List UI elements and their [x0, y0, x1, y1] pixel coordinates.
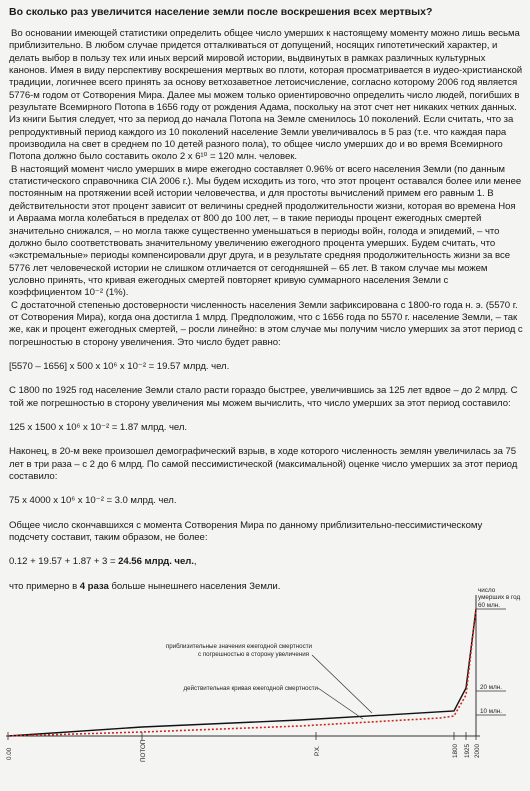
- legend-lower: действительная кривая ежегодной смертности: [183, 685, 318, 692]
- conclusion-suffix: больше нынешнего населения Земли.: [108, 580, 281, 592]
- actual-curve: [8, 609, 476, 736]
- total-value: 24.56 млрд. чел.: [118, 556, 194, 568]
- y-label-20: 20 млн.: [480, 684, 502, 691]
- estimate-curve: [8, 609, 476, 736]
- x-label-zero: 0.00: [6, 747, 13, 760]
- page-title: Во сколько раз увеличится население земли после воскрешения всех мертвых?: [9, 6, 433, 18]
- paragraph-mortality: В настоящий момент число умерших в мире ежегодно составляет 0.96% от всего населения Земли (по данным статистического справочника CIA 2006 г.). Мы будем исходить из того, что этот процент оставался более или менее постоянным на протяжении всей истории человечества, и для простоты вычислений примем его равным 1. В действительности этот процент зависит от величины средней продолжительности жизни, которая во времена Ноя и Авраама могла колебаться в пределах от 800 до 100 лет, – в такие периоды процент ежегодных смертей значительно снижался, – но могла также существенно уменьшаться в периоды войн, голода и эпидемий, – что должно было соответствовать значительному увеличению ежегодного процента умерших. Будем считать, что «экстремальные» периоды компенсировали друг друга, и в результате средняя продолжительность жизни за все 5776 лет человеческой истории не слишком отличается от сегодняшней – 65 лет. В таком случае мы можем условно принять, что кривая ежегодных смертей повторяет кривую суммарного населения Земли с коэффициентом 10⁻² (1%).: [9, 163, 522, 299]
- total-prefix: 0.12 + 19.57 + 1.87 + 3 =: [9, 556, 119, 568]
- x-label-flood: ПОТОП: [140, 739, 147, 762]
- paragraph-20th-century: Наконец, в 20-м веке произошел демографический взрыв, в ходе которого численность землян увеличилась за 75 лет в три раза – с 2 до 6 млрд. По самой пессимистической (максимальной) оценке число умерших за этот период составило:: [9, 446, 518, 482]
- y-title-line1: число: [478, 587, 496, 594]
- legend-upper-line2: с погрешностью в сторону увеличения: [198, 651, 309, 658]
- x-label-1800: 1800: [452, 743, 459, 758]
- formula-first-period: [5570 – 1656] х 500 х 10⁶ х 10⁻² = 19.57 млрд. чел.: [9, 360, 230, 372]
- conclusion-ratio: 4 раза: [79, 580, 109, 592]
- x-label-1925: 1925: [464, 743, 471, 758]
- legend-upper-line1: приблизительные значения ежегодной смертности: [165, 643, 312, 650]
- paragraph-total-intro: Общее число скончавшихся с момента Сотворения Мира по данному приблизительно-пессимистическому подсчету составит, таким образом, не более:: [9, 519, 483, 544]
- total-suffix: ,: [193, 556, 197, 568]
- y-label-60: 60 млн.: [478, 602, 500, 609]
- x-label-2000: 2000: [474, 743, 481, 758]
- paragraph-population: С достаточной степенью достоверности численность населения Земли зафиксирована с 1800-го года н. э. (5570 г. от Сотворения Мира), когда она достигла 1 млрд. Предположим, что с 1656 года по 5570 г. население Земли, – так же, как и процент ежегодных смертей, – росли линейно: в этом случае мы получим число умерших за этот период с погрешностью в сторону увеличения. Это число будет равно:: [9, 299, 523, 348]
- formula-second-period: 125 х 1500 х 10⁶ х 10⁻² = 1.87 млрд. чел.: [9, 421, 188, 433]
- paragraph-intro: Во основании имеющей статистики определить общее число умерших к настоящему моменту можно лишь весьма приблизительно. В любом случае придется отталкиваться от допущений, носящих гипотетический характер, и делать выбор в пользу тех или иных версий мировой истории, выдвинутых в рамках различных культурных канонов. Имея в виду перспективу воскрешения мертвых во плоти, которая просматривается в иудео-христианской традиции, логичнее всего принять за основу ветхозаветное летоисчисление, согласно которому 2006 год является 5776-м годом от Сотворения Мира. Далее мы можем только ориентировочно определить число людей, погибших в результате Всемирного Потопа в 1656 году от рождения Адама, поскольку на этот счет нет никаких четких данных. Из книги Бытия следует, что за период до начала Потопа на Земле сменилось 10 поколений. Если считать, что за репродуктивный период каждого из 10 поколений население Земли увеличивалось в 5 раз (т.е. что каждая пара производила на свет в среднем по 10 детей разного пола), то общее число умерших до и во время Всемирного Потопа должно было составить около 2 х 6¹⁰ = 120 млн. человек.: [9, 28, 523, 163]
- formula-total: [9, 556, 523, 568]
- y-title-line2: умерших в год: [478, 594, 521, 601]
- formula-third-period: 75 х 4000 х 10⁶ х 10⁻² = 3.0 млрд. чел.: [9, 495, 177, 507]
- mortality-chart: [0, 585, 530, 791]
- article-body: [9, 28, 523, 593]
- y-label-10: 10 млн.: [480, 708, 502, 715]
- paragraph-1800-1925: С 1800 по 1925 год население Земли стало расти гораздо быстрее, увеличившись за 125 лет вдвое – до 2 млрд. С той же погрешностью в сторону увеличения мы можем вычислить, что число умерших за этот период составило:: [9, 385, 518, 409]
- conclusion-prefix: что примерно в: [9, 580, 80, 592]
- legend-lower-leader: [318, 688, 363, 719]
- x-label-rx: Р.Х.: [314, 745, 321, 756]
